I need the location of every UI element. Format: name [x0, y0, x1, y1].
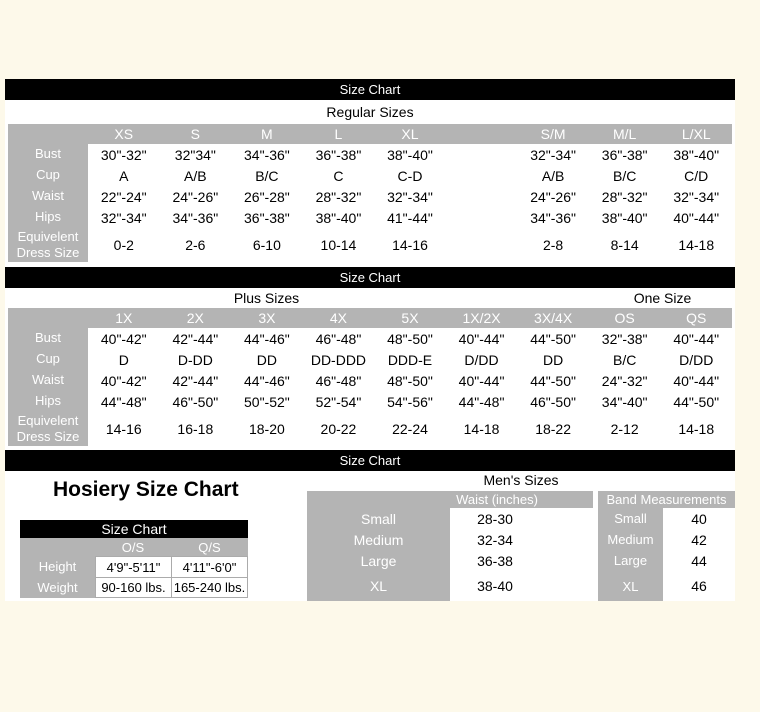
cell: 6-10	[231, 228, 303, 262]
cell: D/DD	[660, 349, 732, 370]
column-header-2x: 2X	[160, 308, 232, 328]
row-label-weight: Weight	[20, 577, 95, 598]
cell: 46"-48"	[303, 370, 375, 391]
cell: B/C	[589, 165, 661, 186]
cell: D	[88, 349, 160, 370]
column-header-l: L	[303, 124, 375, 144]
cell: 2-8	[517, 228, 589, 262]
row-label-bust: Bust	[8, 328, 88, 349]
column-header-1x2x: 1X/2X	[446, 308, 518, 328]
cell: 50"-52"	[231, 391, 303, 412]
cell: 165-240 lbs.	[171, 577, 248, 598]
cell: 36"-38"	[303, 144, 375, 165]
cell: D-DD	[160, 349, 232, 370]
column-header-spacer	[446, 124, 518, 144]
row-label-waist: Waist	[8, 370, 88, 391]
column-header-qs: QS	[660, 308, 732, 328]
cell: 44"-46"	[231, 328, 303, 349]
cell-spacer	[446, 186, 518, 207]
size-chart-bar-3: Size Chart	[5, 450, 735, 471]
cell: 14-18	[660, 228, 732, 262]
cell: 32-34	[450, 529, 593, 550]
cell: 42	[663, 529, 735, 550]
row-label-dress-size: Equivelent Dress Size	[8, 412, 88, 446]
cell: A	[88, 165, 160, 186]
cell: 24"-26"	[160, 186, 232, 207]
cell: 54"-56"	[374, 391, 446, 412]
cell: 34"-36"	[160, 207, 232, 228]
cell: 46"-50"	[517, 391, 589, 412]
size-chart-bar-2: Size Chart	[5, 267, 735, 288]
cell: 48"-50"	[374, 370, 446, 391]
row-label-dress-size: Equivelent Dress Size	[8, 228, 88, 262]
cell: 38-40	[450, 571, 593, 601]
cell: 2-12	[589, 412, 661, 446]
cell: A/B	[160, 165, 232, 186]
row-label-hips: Hips	[8, 207, 88, 228]
cell: DD	[231, 349, 303, 370]
cell-spacer	[446, 207, 518, 228]
cell: 44"-46"	[231, 370, 303, 391]
cell: 40"-44"	[660, 370, 732, 391]
cell: 32"-34"	[88, 207, 160, 228]
cell: 28-30	[450, 508, 593, 529]
cell: 32"-38"	[589, 328, 661, 349]
cell: 38"-40"	[303, 207, 375, 228]
row-label-xl: XL	[307, 571, 450, 601]
corner-cell	[8, 124, 88, 144]
cell: 34"-36"	[517, 207, 589, 228]
cell: 26"-28"	[231, 186, 303, 207]
cell: 14-16	[374, 228, 446, 262]
row-label-waist: Waist	[8, 186, 88, 207]
row-label-cup: Cup	[8, 165, 88, 186]
band-measurements-header: Band Measurements	[598, 491, 735, 508]
regular-sizes-title: Regular Sizes	[5, 100, 735, 124]
cell: A/B	[517, 165, 589, 186]
column-header-3x4x: 3X/4X	[517, 308, 589, 328]
cell: 40	[663, 508, 735, 529]
cell: 36-38	[450, 550, 593, 571]
size-chart-bar-1: Size Chart	[5, 79, 735, 100]
column-header-os: O/S	[95, 538, 171, 556]
cell: 36"-38"	[231, 207, 303, 228]
corner-cell	[20, 538, 95, 556]
cell: DD	[517, 349, 589, 370]
cell: 24"-32"	[589, 370, 661, 391]
cell: 46"-50"	[160, 391, 232, 412]
cell: 10-14	[303, 228, 375, 262]
column-header-xs: XS	[88, 124, 160, 144]
cell-spacer	[446, 144, 518, 165]
cell: 20-22	[303, 412, 375, 446]
cell: 28"-32"	[303, 186, 375, 207]
hosiery-size-chart-title: Hosiery Size Chart	[53, 478, 239, 501]
cell: 14-16	[88, 412, 160, 446]
cell: DD-DDD	[303, 349, 375, 370]
corner-cell	[8, 308, 88, 328]
cell-spacer	[446, 228, 518, 262]
cell: 0-2	[88, 228, 160, 262]
cell: 38"-40"	[374, 144, 446, 165]
cell: 8-14	[589, 228, 661, 262]
cell: 40"-44"	[660, 328, 732, 349]
cell: 14-18	[660, 412, 732, 446]
row-label-medium: Medium	[307, 529, 450, 550]
cell: 4'9"-5'11"	[95, 556, 171, 577]
cell: 32"-34"	[660, 186, 732, 207]
size-chart-sheet	[5, 79, 735, 601]
cell: 40"-44"	[446, 328, 518, 349]
cell: 38"-40"	[660, 144, 732, 165]
cell: 18-22	[517, 412, 589, 446]
cell: D/DD	[446, 349, 518, 370]
column-header-1x: 1X	[88, 308, 160, 328]
column-header-4x: 4X	[303, 308, 375, 328]
row-label-bust: Bust	[8, 144, 88, 165]
cell: 34"-40"	[589, 391, 661, 412]
plus-sizes-table	[5, 308, 735, 446]
cell: 44"-50"	[660, 391, 732, 412]
column-header-3x: 3X	[231, 308, 303, 328]
cell: 2-6	[160, 228, 232, 262]
band-label-small: Small	[598, 508, 663, 529]
cell: 22-24	[374, 412, 446, 446]
cell: 44	[663, 550, 735, 571]
mens-sizes-title: Men's Sizes	[483, 472, 559, 488]
cell: 40"-42"	[88, 370, 160, 391]
cell: 32"-34"	[374, 186, 446, 207]
column-header-qs: Q/S	[171, 538, 248, 556]
column-header-s: S	[160, 124, 232, 144]
cell: 34"-36"	[231, 144, 303, 165]
cell: 40"-44"	[660, 207, 732, 228]
cell: 44"-50"	[517, 328, 589, 349]
row-label-large: Large	[307, 550, 450, 571]
cell: 44"-48"	[88, 391, 160, 412]
cell: 44"-50"	[517, 370, 589, 391]
cell: 52"-54"	[303, 391, 375, 412]
cell: 4'11"-6'0"	[171, 556, 248, 577]
column-header-ml: M/L	[589, 124, 661, 144]
mens-sizes-table	[307, 491, 735, 601]
hosiery-size-table	[20, 520, 248, 598]
column-header-5x: 5X	[374, 308, 446, 328]
regular-sizes-table	[5, 124, 735, 262]
column-header-lxl: L/XL	[660, 124, 732, 144]
cell: 46"-48"	[303, 328, 375, 349]
cell: 30"-32"	[88, 144, 160, 165]
cell: 41"-44"	[374, 207, 446, 228]
cell: DDD-E	[374, 349, 446, 370]
band-label-large: Large	[598, 550, 663, 571]
row-label-cup: Cup	[8, 349, 88, 370]
cell: 16-18	[160, 412, 232, 446]
cell: B/C	[589, 349, 661, 370]
cell: 90-160 lbs.	[95, 577, 171, 598]
cell: 24"-26"	[517, 186, 589, 207]
cell: 42"-44"	[160, 370, 232, 391]
column-header-m: M	[231, 124, 303, 144]
bottom-section	[5, 471, 735, 601]
cell: C-D	[374, 165, 446, 186]
column-header-xl: XL	[374, 124, 446, 144]
row-label-height: Height	[20, 556, 95, 577]
plus-sizes-title-band	[5, 288, 735, 308]
cell: 14-18	[446, 412, 518, 446]
column-header-os: OS	[589, 308, 661, 328]
cell: 40"-44"	[446, 370, 518, 391]
cell-spacer	[446, 165, 518, 186]
cell: C	[303, 165, 375, 186]
row-label-hips: Hips	[8, 391, 88, 412]
cell: 22"-24"	[88, 186, 160, 207]
band-label-xl: XL	[598, 571, 663, 601]
cell: 42"-44"	[160, 328, 232, 349]
cell: 46	[663, 571, 735, 601]
column-header-sm: S/M	[517, 124, 589, 144]
row-label-small: Small	[307, 508, 450, 529]
one-size-title: One Size	[633, 290, 692, 306]
cell: 48"-50"	[374, 328, 446, 349]
cell: 36"-38"	[589, 144, 661, 165]
cell: 32"34"	[160, 144, 232, 165]
band-label-medium: Medium	[598, 529, 663, 550]
cell: C/D	[660, 165, 732, 186]
cell: 44"-48"	[446, 391, 518, 412]
cell: B/C	[231, 165, 303, 186]
cell: 32"-34"	[517, 144, 589, 165]
cell: 40"-42"	[88, 328, 160, 349]
cell: 18-20	[231, 412, 303, 446]
waist-inches-header: Waist (inches)	[307, 491, 593, 508]
cell: 28"-32"	[589, 186, 661, 207]
cell: 38"-40"	[589, 207, 661, 228]
hosiery-table-header: Size Chart	[20, 520, 248, 538]
plus-sizes-title: Plus Sizes	[233, 290, 300, 306]
